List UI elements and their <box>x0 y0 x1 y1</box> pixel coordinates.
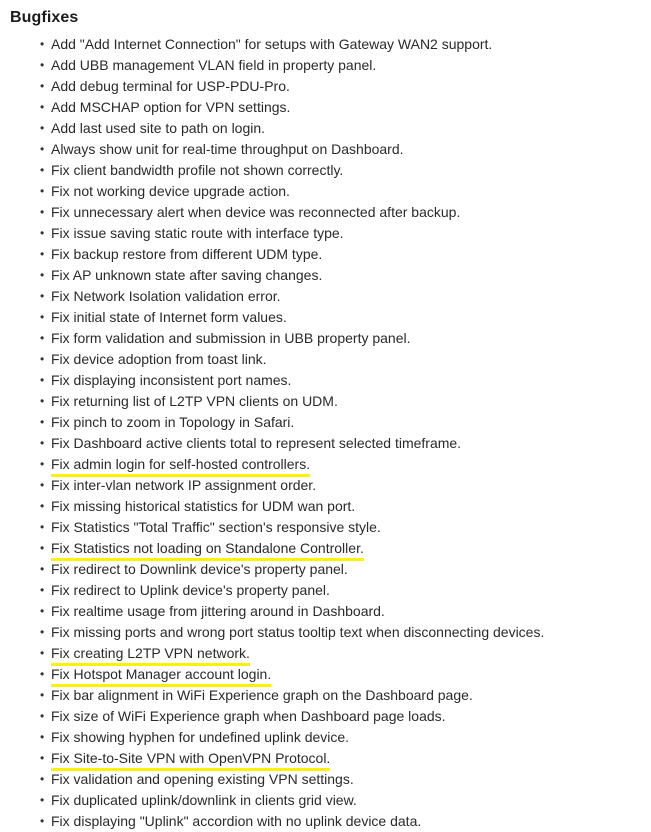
bullet-icon: • <box>40 541 45 555</box>
bullet-icon: • <box>40 478 45 492</box>
bugfix-item-text: Fix Network Isolation validation error. <box>51 288 281 304</box>
bugfix-list <box>0 34 651 832</box>
bugfix-item-text: Always show unit for real-time throughput on Dashboard. <box>51 141 404 157</box>
bullet-icon: • <box>40 58 45 72</box>
bullet-icon: • <box>40 814 45 828</box>
bullet-icon: • <box>40 772 45 786</box>
bullet-icon: • <box>40 415 45 429</box>
bugfix-list-item <box>0 685 651 706</box>
bullet-icon: • <box>40 373 45 387</box>
bugfix-list-item <box>0 517 651 538</box>
bugfix-list-item <box>0 454 651 475</box>
bugfix-list-item <box>0 34 651 55</box>
bugfix-item-text: Fix duplicated uplink/downlink in clients grid view. <box>51 792 357 808</box>
bullet-icon: • <box>40 730 45 744</box>
bugfix-list-item <box>0 769 651 790</box>
bullet-icon: • <box>40 457 45 471</box>
bugfix-item-text: Fix missing historical statistics for UDM wan port. <box>51 498 356 514</box>
bugfix-list-item <box>0 664 651 685</box>
bullet-icon: • <box>40 394 45 408</box>
bugfix-list-item <box>0 223 651 244</box>
bugfix-item-text: Fix form validation and submission in UBB property panel. <box>51 330 411 346</box>
bugfix-list-item <box>0 349 651 370</box>
section-heading: Bugfixes <box>10 9 79 26</box>
bullet-icon: • <box>40 226 45 240</box>
bullet-icon: • <box>40 793 45 807</box>
bullet-icon: • <box>40 562 45 576</box>
bugfix-item-text: Fix creating L2TP VPN network. <box>51 644 250 666</box>
bugfix-item-text: Fix inter-vlan network IP assignment order. <box>51 477 317 493</box>
bugfix-list-item <box>0 265 651 286</box>
bugfix-list-item <box>0 538 651 559</box>
bugfix-list-item <box>0 580 651 601</box>
bullet-icon: • <box>40 121 45 135</box>
bugfix-list-item <box>0 790 651 811</box>
bugfix-item-text: Fix missing ports and wrong port status tooltip text when disconnecting devices. <box>51 624 545 640</box>
bugfix-item-text: Fix displaying "Uplink" accordion with no uplink device data. <box>51 813 422 829</box>
bullet-icon: • <box>40 646 45 660</box>
bullet-icon: • <box>40 352 45 366</box>
bullet-icon: • <box>40 268 45 282</box>
bullet-icon: • <box>40 247 45 261</box>
bullet-icon: • <box>40 688 45 702</box>
bugfix-list-item <box>0 118 651 139</box>
bugfix-list-item <box>0 97 651 118</box>
bullet-icon: • <box>40 79 45 93</box>
bugfix-list-item <box>0 748 651 769</box>
bugfix-list-item <box>0 475 651 496</box>
bugfix-item-text: Fix backup restore from different UDM type. <box>51 246 323 262</box>
bugfix-item-text: Add last used site to path on login. <box>51 120 266 136</box>
bullet-icon: • <box>40 37 45 51</box>
bugfix-list-item <box>0 622 651 643</box>
bullet-icon: • <box>40 436 45 450</box>
bugfix-item-text: Add MSCHAP option for VPN settings. <box>51 99 291 115</box>
bullet-icon: • <box>40 205 45 219</box>
bugfix-item-text: Fix unnecessary alert when device was reconnected after backup. <box>51 204 461 220</box>
bullet-icon: • <box>40 289 45 303</box>
bugfix-item-text: Fix issue saving static route with interface type. <box>51 225 344 241</box>
bugfix-item-text: Fix returning list of L2TP VPN clients on UDM. <box>51 393 338 409</box>
bugfix-list-item <box>0 643 651 664</box>
bugfix-item-text: Fix device adoption from toast link. <box>51 351 267 367</box>
bugfix-list-item <box>0 496 651 517</box>
bugfix-item-text: Fix Statistics "Total Traffic" section's responsive style. <box>51 519 381 535</box>
bullet-icon: • <box>40 667 45 681</box>
bugfix-item-text: Fix redirect to Downlink device's property panel. <box>51 561 348 577</box>
bullet-icon: • <box>40 499 45 513</box>
bullet-icon: • <box>40 604 45 618</box>
bugfix-list-item <box>0 202 651 223</box>
bugfix-list-item <box>0 160 651 181</box>
bugfix-item-text: Fix realtime usage from jittering around in Dashboard. <box>51 603 385 619</box>
bullet-icon: • <box>40 100 45 114</box>
bugfix-list-item <box>0 55 651 76</box>
bugfix-item-text: Fix pinch to zoom in Topology in Safari. <box>51 414 295 430</box>
bullet-icon: • <box>40 751 45 765</box>
bullet-icon: • <box>40 310 45 324</box>
bugfix-item-text: Fix AP unknown state after saving changes. <box>51 267 323 283</box>
bullet-icon: • <box>40 520 45 534</box>
bugfix-item-text: Fix not working device upgrade action. <box>51 183 290 199</box>
bugfix-list-item <box>0 727 651 748</box>
bullet-icon: • <box>40 163 45 177</box>
bugfix-item-text: Fix Dashboard active clients total to represent selected timeframe. <box>51 435 462 451</box>
bullet-icon: • <box>40 331 45 345</box>
bugfix-item-text: Fix bar alignment in WiFi Experience graph on the Dashboard page. <box>51 687 473 703</box>
bugfix-item-text: Add UBB management VLAN field in property panel. <box>51 57 377 73</box>
bullet-icon: • <box>40 142 45 156</box>
bugfix-list-item <box>0 181 651 202</box>
bugfix-item-text: Fix showing hyphen for undefined uplink device. <box>51 729 350 745</box>
bugfix-list-item <box>0 811 651 832</box>
bugfix-item-text: Fix initial state of Internet form values. <box>51 309 287 325</box>
bugfix-item-text: Fix Hotspot Manager account login. <box>51 665 271 687</box>
bugfix-list-item <box>0 601 651 622</box>
bugfix-item-text: Fix redirect to Uplink device's property panel. <box>51 582 330 598</box>
bugfix-list-item <box>0 559 651 580</box>
bugfix-item-text: Fix Site-to-Site VPN with OpenVPN Protocol. <box>51 749 330 771</box>
bullet-icon: • <box>40 583 45 597</box>
bugfix-list-item <box>0 307 651 328</box>
bugfix-list-item <box>0 139 651 160</box>
bugfix-list-item <box>0 391 651 412</box>
bugfix-item-text: Add "Add Internet Connection" for setups with Gateway WAN2 support. <box>51 36 493 52</box>
bugfix-list-item <box>0 76 651 97</box>
bugfix-item-text: Fix client bandwidth profile not shown correctly. <box>51 162 344 178</box>
bugfix-item-text: Fix size of WiFi Experience graph when Dashboard page loads. <box>51 708 446 724</box>
bugfix-list-item <box>0 433 651 454</box>
bugfix-item-text: Fix validation and opening existing VPN settings. <box>51 771 354 787</box>
bugfix-list-item <box>0 370 651 391</box>
bugfix-list-item <box>0 328 651 349</box>
bugfix-list-item <box>0 412 651 433</box>
bugfix-list-item <box>0 244 651 265</box>
bugfix-list-item <box>0 706 651 727</box>
bugfix-list-item <box>0 286 651 307</box>
bugfix-item-text: Fix Statistics not loading on Standalone Controller. <box>51 539 364 561</box>
bugfix-item-text: Fix admin login for self-hosted controllers. <box>51 455 310 477</box>
bugfix-item-text: Add debug terminal for USP-PDU-Pro. <box>51 78 290 94</box>
bullet-icon: • <box>40 184 45 198</box>
bullet-icon: • <box>40 709 45 723</box>
bugfix-item-text: Fix displaying inconsistent port names. <box>51 372 292 388</box>
bullet-icon: • <box>40 625 45 639</box>
